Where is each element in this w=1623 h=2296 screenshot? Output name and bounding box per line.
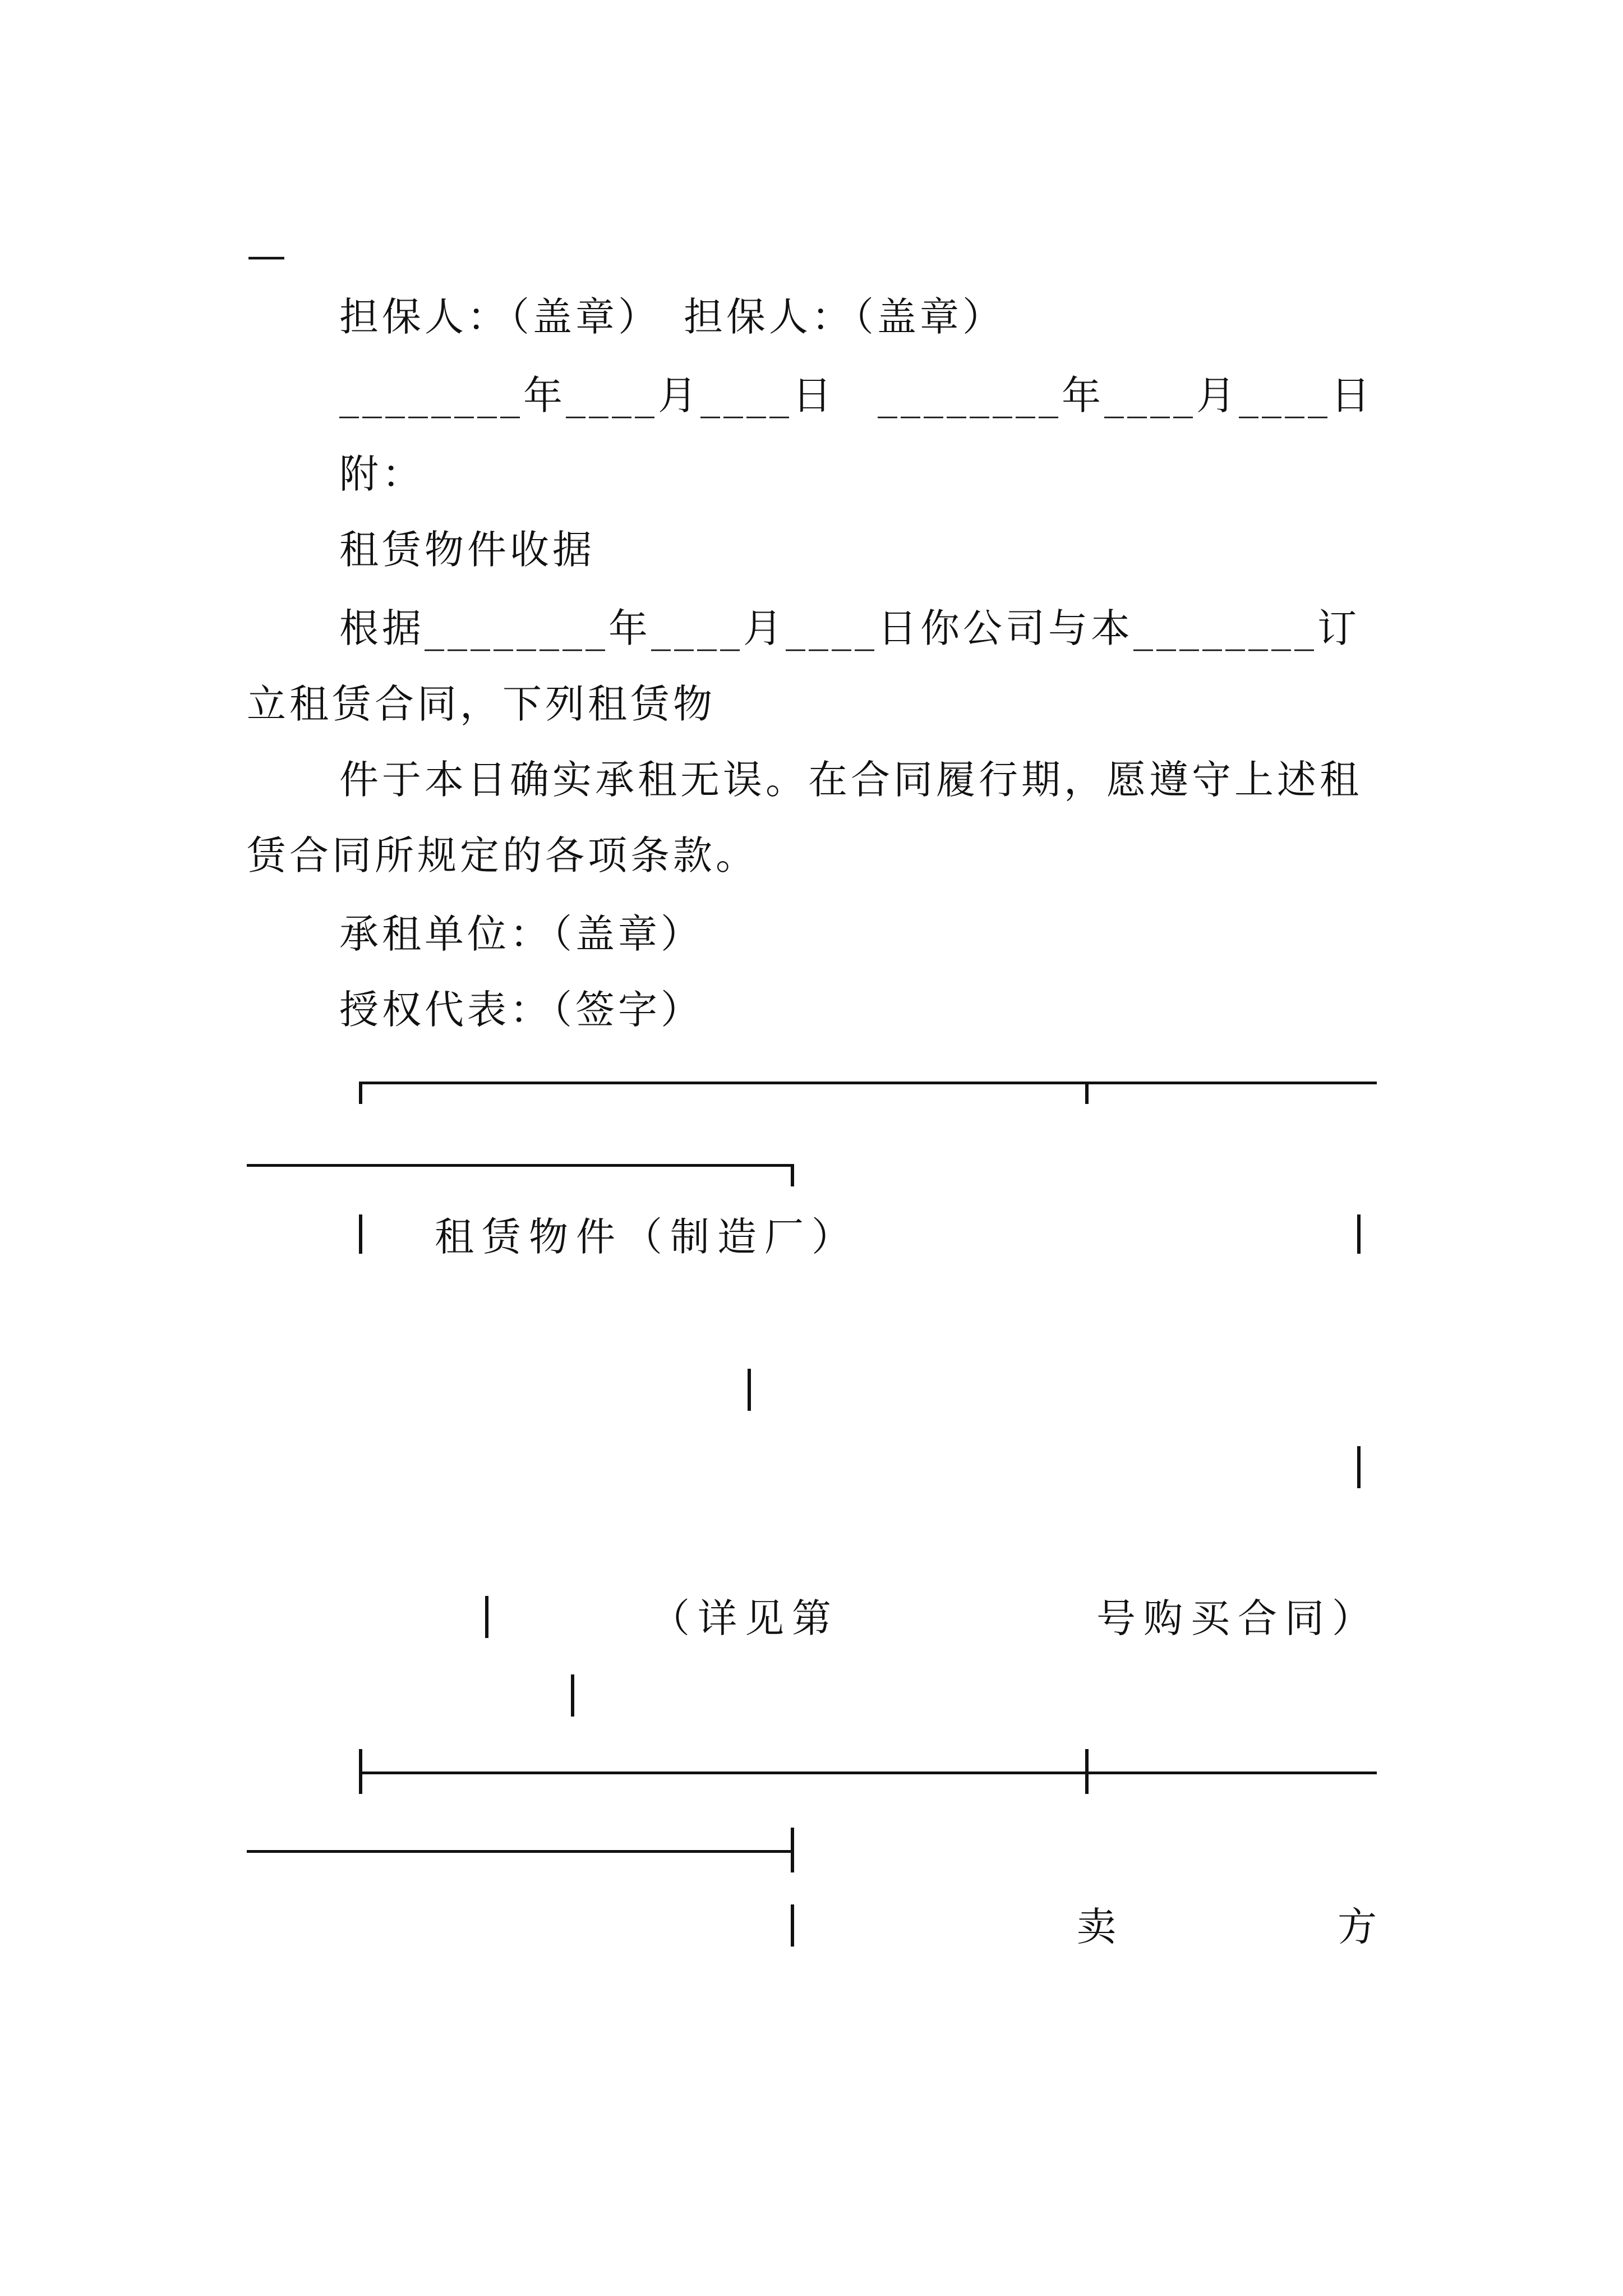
table-border-seller xyxy=(791,1904,794,1947)
table-tee-top xyxy=(1085,1082,1089,1104)
table-corner-right xyxy=(791,1164,794,1186)
table-divider xyxy=(748,1369,751,1411)
body-line-2: 立租赁合同，下列租赁物 xyxy=(247,681,716,727)
receipt-title: 租赁物件收据 xyxy=(339,527,595,573)
lessee-label: 承租单位：（盖章） xyxy=(339,911,703,957)
table-tee-right xyxy=(791,1828,794,1872)
date-line: ________年____月____日 ________年____月____日 xyxy=(339,372,1373,418)
guarantor-line: 担保人：（盖章） 担保人：（盖章） xyxy=(339,294,1005,340)
table-top-rule-wrap xyxy=(247,1164,794,1167)
body-line-1: 根据________年____月____日你公司与本________订 xyxy=(339,605,1360,651)
table-seller: 卖 xyxy=(1077,1904,1119,1950)
table-mid-rule xyxy=(359,1772,1377,1774)
table-border-left-2 xyxy=(485,1596,488,1638)
table-border-left xyxy=(359,1214,362,1254)
table-divider-2 xyxy=(571,1674,574,1717)
table-border-right xyxy=(1357,1214,1361,1254)
body-line-3: 件于本日确实承租无误。在合同履行期，愿遵守上述租 xyxy=(339,757,1362,803)
top-dash: — xyxy=(247,232,289,278)
table-top-rule xyxy=(359,1082,1377,1084)
table-tee-left xyxy=(359,1749,362,1794)
table-item-header: 租赁物件（制造厂） xyxy=(435,1214,859,1260)
table-border-right-2 xyxy=(1357,1446,1361,1488)
table-cross xyxy=(1085,1749,1089,1794)
attachment-label: 附： xyxy=(339,451,425,497)
table-contract-text: 号购买合同） xyxy=(1096,1595,1379,1641)
representative-label: 授权代表：（签字） xyxy=(339,987,703,1033)
body-line-4: 赁合同所规定的各项条款。 xyxy=(247,832,758,878)
table-seller-side: 方 xyxy=(1338,1904,1380,1950)
table-see-text: （详见第 xyxy=(651,1595,839,1641)
table-corner-left xyxy=(359,1082,362,1104)
table-mid-rule-wrap xyxy=(247,1850,794,1853)
